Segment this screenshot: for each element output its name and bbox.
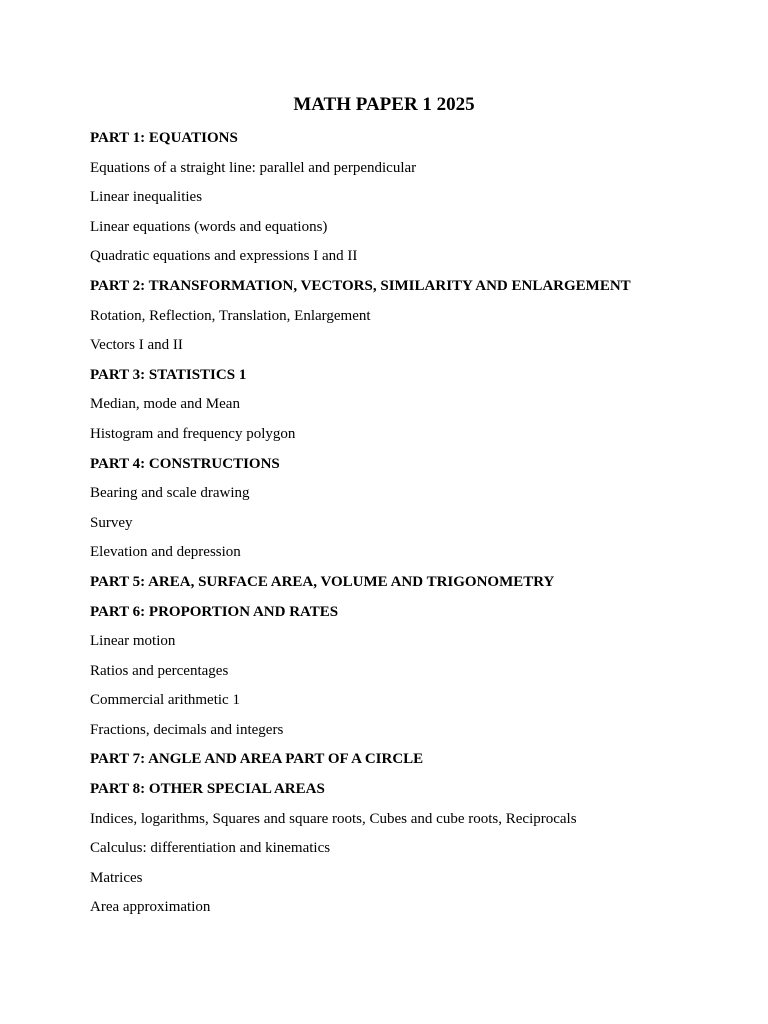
document-line: Rotation, Reflection, Translation, Enlargement <box>90 307 371 324</box>
document-line: Bearing and scale drawing <box>90 485 250 502</box>
document-line: Linear equations (words and equations) <box>90 218 328 235</box>
section-heading: PART 2: TRANSFORMATION, VECTORS, SIMILARITY AND ENLARGEMENT <box>90 277 631 294</box>
section-heading: PART 3: STATISTICS 1 <box>90 366 247 383</box>
document-line: Area approximation <box>90 899 211 916</box>
section-heading: PART 4: CONSTRUCTIONS <box>90 455 280 472</box>
section-heading: PART 1: EQUATIONS <box>90 130 238 146</box>
document-line: Linear motion <box>90 633 176 650</box>
document-line: Indices, logarithms, Squares and square roots, Cubes and cube roots, Reciprocals <box>90 810 577 827</box>
document-line: Histogram and frequency polygon <box>90 425 296 442</box>
document-line: Equations of a straight line: parallel and perpendicular <box>90 159 417 176</box>
document-line: Elevation and depression <box>90 544 241 561</box>
document-line: Vectors I and II <box>90 337 183 354</box>
document-line: Calculus: differentiation and kinematics <box>90 840 331 857</box>
section-heading: PART 8: OTHER SPECIAL AREAS <box>90 781 325 798</box>
section-heading: PART 7: ANGLE AND AREA PART OF A CIRCLE <box>90 751 424 768</box>
section-heading: PART 6: PROPORTION AND RATES <box>90 603 339 620</box>
document-line: Ratios and percentages <box>90 662 229 679</box>
document-line: Median, mode and Mean <box>90 396 240 413</box>
document-line: Linear inequalities <box>90 189 203 206</box>
section-heading: PART 5: AREA, SURFACE AREA, VOLUME AND TRIGONOMETRY <box>90 573 555 590</box>
document-line: Commercial arithmetic 1 <box>90 692 240 709</box>
document-line: Survey <box>90 514 133 531</box>
document-line: Quadratic equations and expressions I and II <box>90 248 358 265</box>
document-line: Fractions, decimals and integers <box>90 721 284 738</box>
document-line: Matrices <box>90 869 143 886</box>
page-title: MATH PAPER 1 2025 <box>293 94 475 115</box>
document-body <box>90 124 730 923</box>
